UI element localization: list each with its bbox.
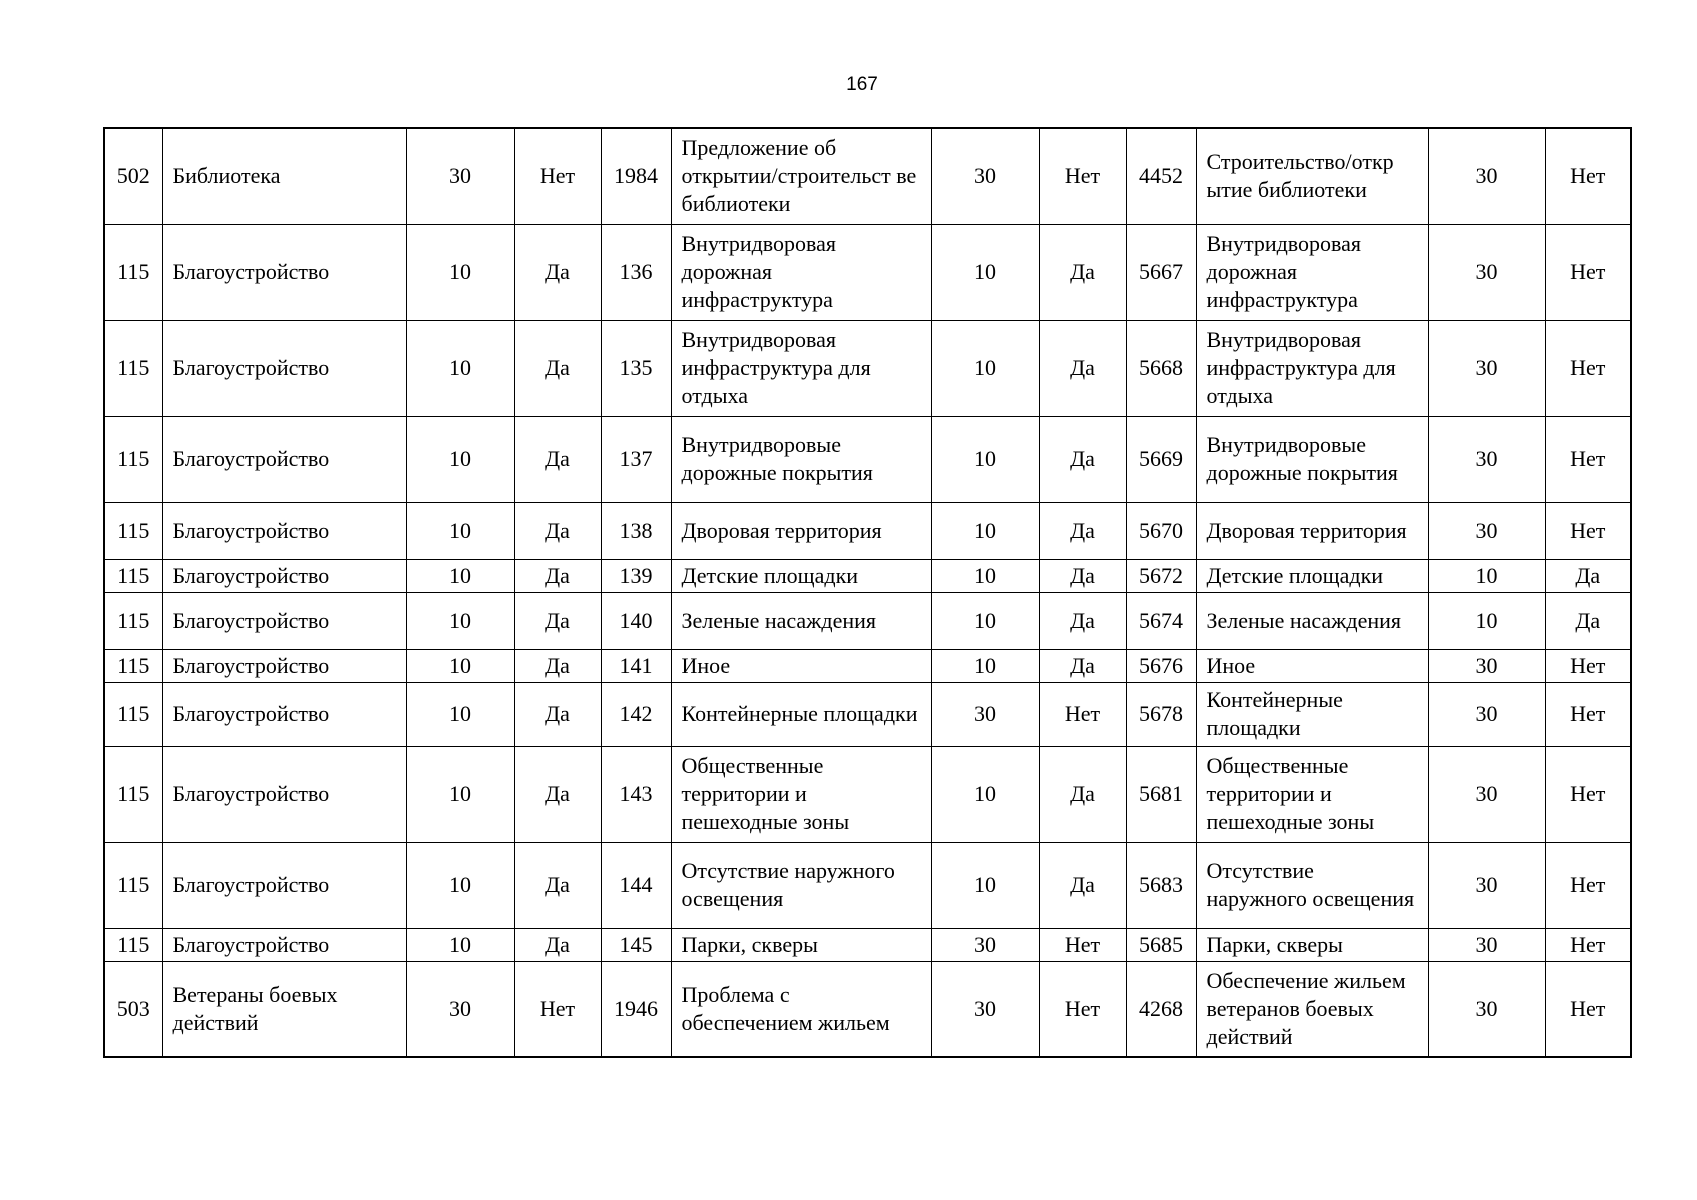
table-cell: Благоустройство xyxy=(162,928,406,961)
table-cell: 30 xyxy=(931,928,1039,961)
table-cell: 30 xyxy=(1428,128,1545,224)
table-cell: Детские площадки xyxy=(671,559,931,592)
document-table xyxy=(103,127,1632,1058)
table-row xyxy=(104,746,1631,842)
table-cell: Нет xyxy=(1545,842,1631,928)
table-cell: Нет xyxy=(514,961,601,1057)
table-cell: 10 xyxy=(1428,592,1545,649)
table-cell: Да xyxy=(1039,842,1126,928)
table-cell: Благоустройство xyxy=(162,559,406,592)
table-cell: Контейнерные площадки xyxy=(1196,682,1428,746)
table-cell: Благоустройство xyxy=(162,592,406,649)
table-cell: Внутридворовая инфраструктура для отдыха xyxy=(671,320,931,416)
table-cell: 5674 xyxy=(1126,592,1196,649)
table-cell: Парки, скверы xyxy=(1196,928,1428,961)
table-cell: Да xyxy=(1039,416,1126,502)
table-cell: 10 xyxy=(406,928,514,961)
table-cell: 10 xyxy=(406,320,514,416)
table-cell: 115 xyxy=(104,224,162,320)
table-cell: 115 xyxy=(104,928,162,961)
table-cell: Нет xyxy=(1545,224,1631,320)
table-cell: Нет xyxy=(1039,928,1126,961)
table-cell: Да xyxy=(514,746,601,842)
table-cell: 10 xyxy=(931,746,1039,842)
table-cell: 139 xyxy=(601,559,671,592)
table-cell: 1984 xyxy=(601,128,671,224)
table-cell: 30 xyxy=(1428,224,1545,320)
table-cell: Внутридворовые дорожные покрытия xyxy=(671,416,931,502)
table-cell: 115 xyxy=(104,559,162,592)
table-row xyxy=(104,320,1631,416)
table-cell: Благоустройство xyxy=(162,320,406,416)
table-row xyxy=(104,128,1631,224)
table-cell: 141 xyxy=(601,649,671,682)
table-cell: 30 xyxy=(1428,961,1545,1057)
table-cell: 30 xyxy=(1428,682,1545,746)
table-cell: Благоустройство xyxy=(162,502,406,559)
table-cell: Отсутствие наружного освещения xyxy=(1196,842,1428,928)
table-cell: 138 xyxy=(601,502,671,559)
table-cell: Дворовая территория xyxy=(671,502,931,559)
table-cell: 10 xyxy=(1428,559,1545,592)
table-cell: 143 xyxy=(601,746,671,842)
table-cell: 10 xyxy=(406,682,514,746)
table-cell: 30 xyxy=(406,128,514,224)
table-cell: 30 xyxy=(1428,842,1545,928)
table-cell: Да xyxy=(514,649,601,682)
table-cell: 10 xyxy=(406,502,514,559)
table-cell: Да xyxy=(514,559,601,592)
table-cell: Общественные территории и пешеходные зоны xyxy=(1196,746,1428,842)
table-cell: Обеспечение жильем ветеранов боевых действий xyxy=(1196,961,1428,1057)
table-cell: Да xyxy=(514,592,601,649)
table-cell: 115 xyxy=(104,416,162,502)
table-cell: Предложение об открытии/строительст ве библиотеки xyxy=(671,128,931,224)
table-cell: 10 xyxy=(406,224,514,320)
table-cell: 10 xyxy=(931,320,1039,416)
table-cell: Отсутствие наружного освещения xyxy=(671,842,931,928)
table-cell: Да xyxy=(514,320,601,416)
table-cell: 10 xyxy=(406,592,514,649)
table-cell: Зеленые насаждения xyxy=(1196,592,1428,649)
table-cell: Нет xyxy=(1545,928,1631,961)
table-cell: 10 xyxy=(406,416,514,502)
table-cell: Да xyxy=(514,928,601,961)
table-row xyxy=(104,224,1631,320)
table-cell: Да xyxy=(1039,502,1126,559)
table-cell: 30 xyxy=(1428,928,1545,961)
table-row xyxy=(104,928,1631,961)
table-cell: 10 xyxy=(931,559,1039,592)
table-cell: Благоустройство xyxy=(162,649,406,682)
table-cell: Нет xyxy=(1039,961,1126,1057)
table-cell: Контейнерные площадки xyxy=(671,682,931,746)
table-cell: 30 xyxy=(931,682,1039,746)
table-cell: 137 xyxy=(601,416,671,502)
table-cell: 5669 xyxy=(1126,416,1196,502)
table-cell: Ветераны боевых действий xyxy=(162,961,406,1057)
table-cell: 30 xyxy=(1428,320,1545,416)
table-cell: Нет xyxy=(1545,502,1631,559)
table-cell: 5670 xyxy=(1126,502,1196,559)
table-cell: 136 xyxy=(601,224,671,320)
table-cell: Парки, скверы xyxy=(671,928,931,961)
table-cell: Зеленые насаждения xyxy=(671,592,931,649)
table-cell: 30 xyxy=(931,961,1039,1057)
table-cell: 5676 xyxy=(1126,649,1196,682)
table-cell: Благоустройство xyxy=(162,682,406,746)
table-cell: Детские площадки xyxy=(1196,559,1428,592)
table-cell: 10 xyxy=(931,842,1039,928)
table-cell: Нет xyxy=(1545,128,1631,224)
table-cell: 502 xyxy=(104,128,162,224)
table-cell: Да xyxy=(514,842,601,928)
table-cell: Дворовая территория xyxy=(1196,502,1428,559)
table-cell: 115 xyxy=(104,320,162,416)
table-row xyxy=(104,592,1631,649)
table-cell: 144 xyxy=(601,842,671,928)
table-cell: Общественные территории и пешеходные зоны xyxy=(671,746,931,842)
table-cell: 115 xyxy=(104,502,162,559)
table-cell: 5685 xyxy=(1126,928,1196,961)
table-cell: Да xyxy=(1039,559,1126,592)
table-cell: Нет xyxy=(1545,961,1631,1057)
table-cell: 115 xyxy=(104,746,162,842)
table-cell: Нет xyxy=(514,128,601,224)
table-cell: 5672 xyxy=(1126,559,1196,592)
table-cell: 30 xyxy=(1428,649,1545,682)
table-cell: Нет xyxy=(1545,746,1631,842)
table-cell: 4268 xyxy=(1126,961,1196,1057)
table-cell: 30 xyxy=(406,961,514,1057)
table-cell: 140 xyxy=(601,592,671,649)
table-cell: Да xyxy=(1545,592,1631,649)
table-cell: 30 xyxy=(1428,746,1545,842)
table-row xyxy=(104,682,1631,746)
page-number: 167 xyxy=(846,74,878,95)
table-cell: 1946 xyxy=(601,961,671,1057)
table-cell: Да xyxy=(1545,559,1631,592)
table-cell: 10 xyxy=(931,502,1039,559)
table-cell: Да xyxy=(514,502,601,559)
table-row xyxy=(104,961,1631,1057)
table-cell: Нет xyxy=(1545,682,1631,746)
table-cell: 5681 xyxy=(1126,746,1196,842)
table-cell: Да xyxy=(1039,649,1126,682)
table-cell: Строительство/откр ытие библиотеки xyxy=(1196,128,1428,224)
table-cell: Благоустройство xyxy=(162,416,406,502)
table-row xyxy=(104,559,1631,592)
table-row xyxy=(104,416,1631,502)
table-cell: 10 xyxy=(931,592,1039,649)
table-row xyxy=(104,842,1631,928)
table-cell: 145 xyxy=(601,928,671,961)
table-cell: Внутридворовая дорожная инфраструктура xyxy=(1196,224,1428,320)
table-cell: Нет xyxy=(1039,128,1126,224)
table-row xyxy=(104,502,1631,559)
table-cell: Благоустройство xyxy=(162,224,406,320)
table-cell: Нет xyxy=(1039,682,1126,746)
table-cell: Внутридворовая инфраструктура для отдыха xyxy=(1196,320,1428,416)
table-cell: Да xyxy=(514,224,601,320)
table-cell: Нет xyxy=(1545,320,1631,416)
table-cell: Проблема с обеспечением жильем xyxy=(671,961,931,1057)
table-cell: 135 xyxy=(601,320,671,416)
table-cell: 10 xyxy=(406,842,514,928)
table-cell: 5667 xyxy=(1126,224,1196,320)
table-cell: 115 xyxy=(104,649,162,682)
table-cell: 503 xyxy=(104,961,162,1057)
table-cell: Иное xyxy=(1196,649,1428,682)
table-cell: Да xyxy=(1039,592,1126,649)
table-cell: 30 xyxy=(931,128,1039,224)
table-cell: 5668 xyxy=(1126,320,1196,416)
table-cell: Да xyxy=(1039,746,1126,842)
table-cell: Да xyxy=(514,416,601,502)
table-cell: 10 xyxy=(931,416,1039,502)
table-cell: 10 xyxy=(406,746,514,842)
table-cell: 4452 xyxy=(1126,128,1196,224)
table-cell: Нет xyxy=(1545,416,1631,502)
table-cell: 10 xyxy=(931,224,1039,320)
table-cell: 142 xyxy=(601,682,671,746)
table-cell: Да xyxy=(1039,224,1126,320)
table-cell: Библиотека xyxy=(162,128,406,224)
table-cell: 115 xyxy=(104,682,162,746)
table-cell: Внутридворовые дорожные покрытия xyxy=(1196,416,1428,502)
table-cell: 10 xyxy=(406,649,514,682)
table-cell: 30 xyxy=(1428,416,1545,502)
table-cell: Да xyxy=(1039,320,1126,416)
table-cell: 5683 xyxy=(1126,842,1196,928)
table-cell: Да xyxy=(514,682,601,746)
table-cell: Благоустройство xyxy=(162,842,406,928)
table-cell: Иное xyxy=(671,649,931,682)
table-cell: 115 xyxy=(104,592,162,649)
table-row xyxy=(104,649,1631,682)
table-cell: 30 xyxy=(1428,502,1545,559)
table-cell: 115 xyxy=(104,842,162,928)
table-cell: 5678 xyxy=(1126,682,1196,746)
table-cell: Нет xyxy=(1545,649,1631,682)
table-cell: Внутридворовая дорожная инфраструктура xyxy=(671,224,931,320)
table-cell: 10 xyxy=(406,559,514,592)
table-cell: 10 xyxy=(931,649,1039,682)
table-cell: Благоустройство xyxy=(162,746,406,842)
